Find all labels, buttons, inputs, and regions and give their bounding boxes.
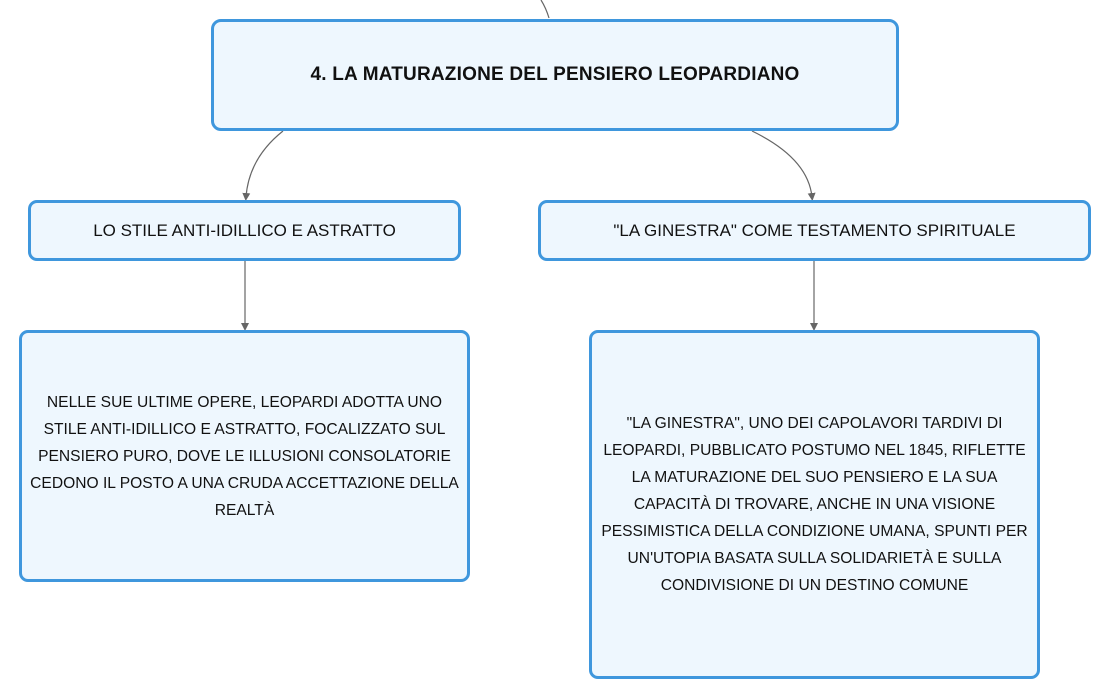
detail-text-anti-idyllic-style: NELLE SUE ULTIME OPERE, LEOPARDI ADOTTA UNO STILE ANTI-IDILLICO E ASTRATTO, FOCALIZZATO SUL PENSIERO PURO, DOVE LE ILLUSIONI CONSOLATORIE CEDONO IL POSTO A UNA CRUDA ACCETTAZIONE DELLA REALTÀ [30, 393, 459, 519]
branch-label-la-ginestra: "LA GINESTRA" COME TESTAMENTO SPIRITUALE [613, 220, 1016, 240]
detail-node-la-ginestra[interactable] [589, 330, 1040, 679]
main-topic-label: 4. LA MATURAZIONE DEL PENSIERO LEOPARDIANO [310, 64, 800, 85]
branch-node-la-ginestra[interactable] [538, 200, 1091, 261]
branch-label-anti-idyllic-style: LO STILE ANTI-IDILLICO E ASTRATTO [93, 220, 396, 240]
parent-connector-line [541, 0, 549, 18]
connector-main-to-left-branch [246, 131, 283, 197]
connector-main-to-right-branch [752, 131, 812, 197]
branch-node-anti-idyllic-style[interactable] [28, 200, 461, 261]
detail-text-la-ginestra: "LA GINESTRA", UNO DEI CAPOLAVORI TARDIVI DI LEOPARDI, PUBBLICATO POSTUMO NEL 1845, RIFLETTE LA MATURAZIONE DEL SUO PENSIERO E LA SUA CAPACITÀ DI TROVARE, ANCHE IN UNA VISIONE PESSIMISTICA DELLA CONDIZIONE UMANA, SPUNTI PER UN'UTOPIA BASATA SULLA SOLIDARIETÀ E SULLA CONDIVISIONE DI UN DESTINO COMUNE [601, 415, 1028, 594]
main-topic-node[interactable] [211, 19, 899, 131]
detail-node-anti-idyllic-style[interactable] [19, 330, 470, 582]
